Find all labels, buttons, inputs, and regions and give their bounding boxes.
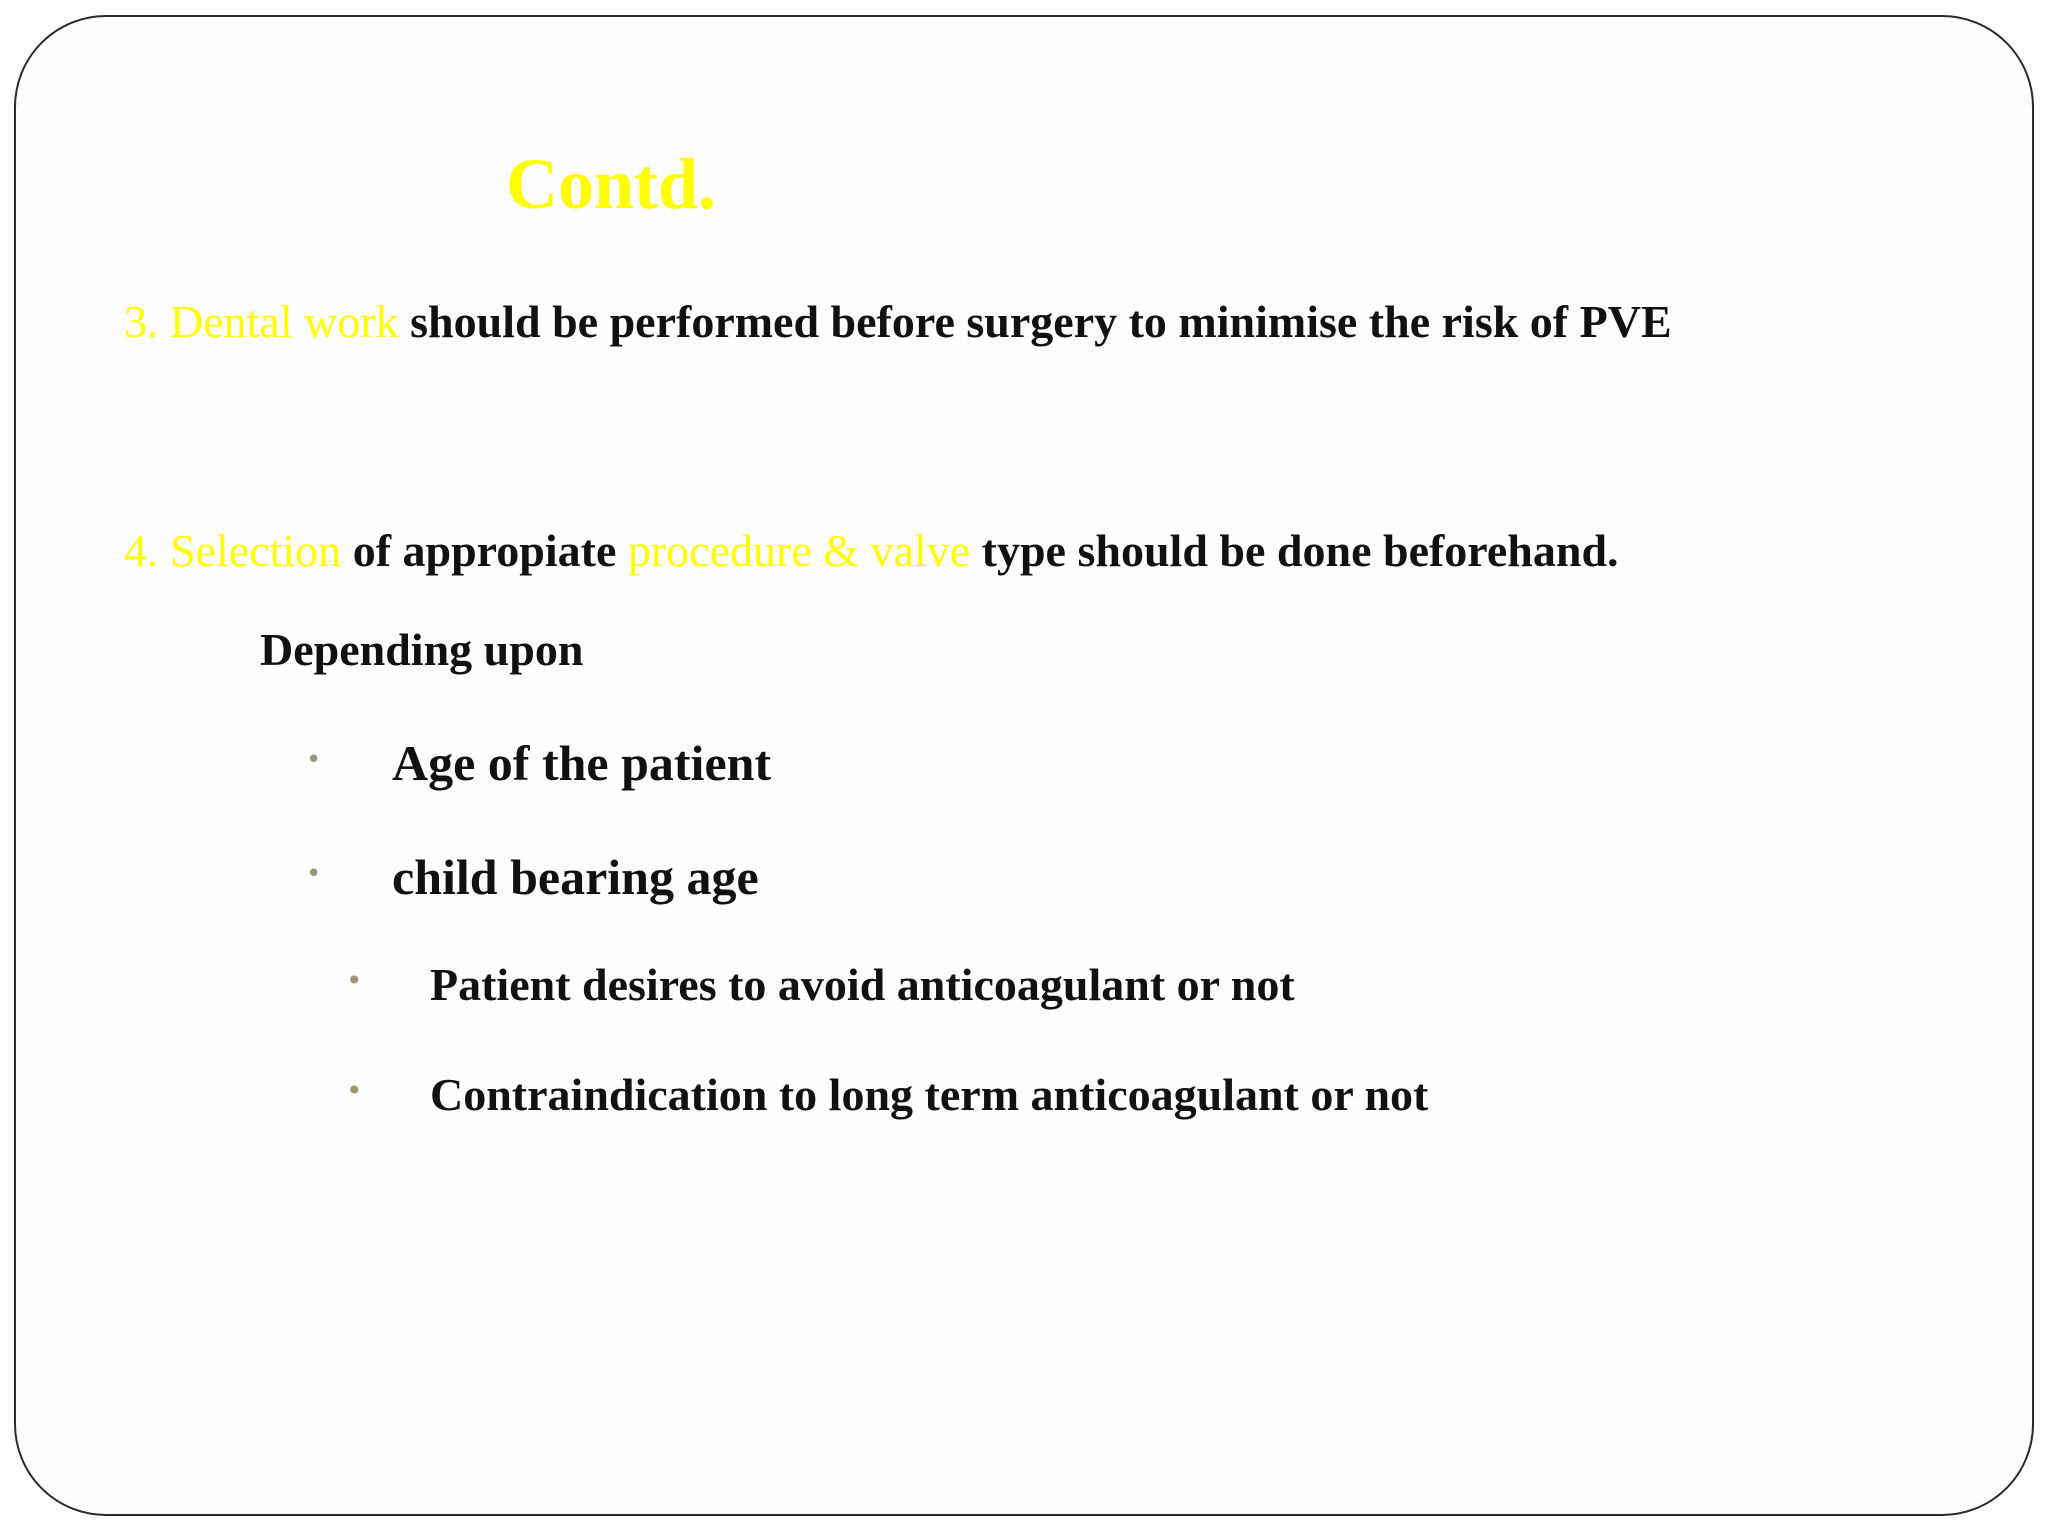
depending-upon-heading: Depending upon bbox=[260, 624, 584, 675]
slide-title: Contd. bbox=[506, 144, 717, 224]
point-3-text: should be performed before surgery to minimise the risk of PVE bbox=[398, 296, 1672, 347]
bullet-item-child-bearing bbox=[306, 849, 759, 905]
bullet-dot-icon: • bbox=[346, 1074, 363, 1107]
point-3-highlight: 3. Dental work bbox=[124, 296, 399, 347]
point-4-text-2: type should be done beforehand. bbox=[970, 525, 1619, 576]
bullet-dot-icon: • bbox=[346, 964, 363, 997]
point-4-text-1: of appropiate bbox=[341, 525, 628, 576]
bullet-text: Patient desires to avoid anticoagulant or not bbox=[430, 959, 1295, 1010]
bullet-item-avoid-anticoagulant bbox=[346, 959, 1295, 1010]
bullet-item-age bbox=[306, 735, 772, 791]
bullet-text: child bearing age bbox=[392, 849, 759, 905]
point-4-highlight-selection: 4. Selection bbox=[124, 525, 342, 576]
bullet-dot-icon: • bbox=[306, 745, 322, 775]
point-4-highlight-procedure: procedure & valve bbox=[627, 525, 971, 576]
point-3-dental-work bbox=[124, 296, 1672, 347]
bullet-dot-icon: • bbox=[306, 859, 322, 889]
bullet-text: Contraindication to long term anticoagulant or not bbox=[430, 1069, 1429, 1120]
bullet-text: Age of the patient bbox=[392, 735, 772, 791]
point-4-selection bbox=[124, 525, 1619, 576]
bullet-item-contraindication bbox=[346, 1069, 1429, 1120]
